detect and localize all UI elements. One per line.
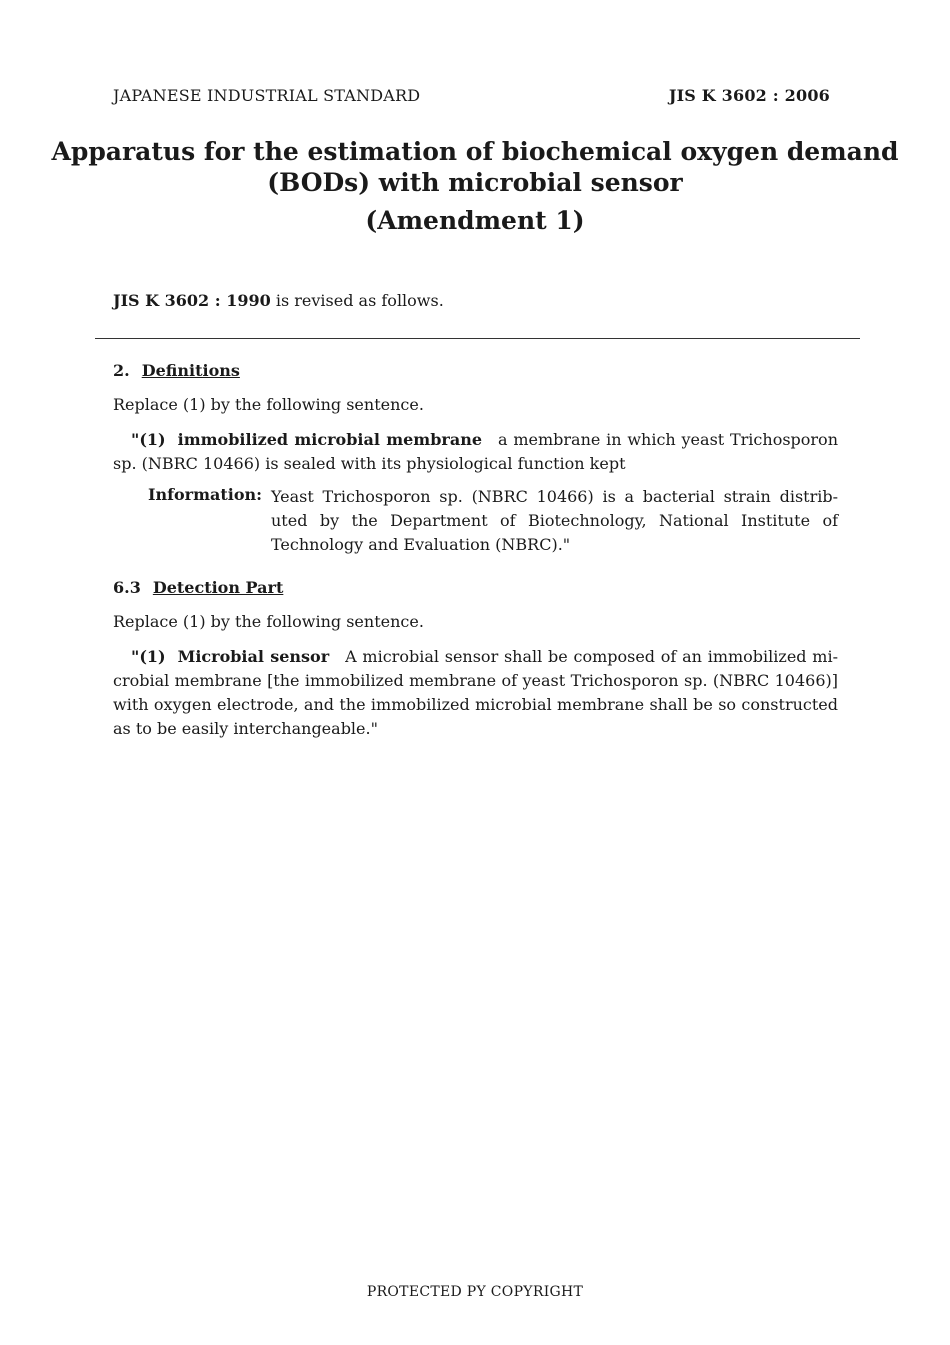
- standard-number-header: JIS K 3602 : 2006: [668, 86, 830, 105]
- section-6-3-title: Detection Part: [152, 578, 284, 597]
- standard-type-header: JAPANESE INDUSTRIAL STANDARD: [113, 86, 421, 105]
- section-2-definition: [113, 428, 838, 476]
- section-6-3-number: 6.3: [113, 578, 141, 597]
- section-6-3-item-term: Microbial sensor: [177, 647, 330, 666]
- section-6-3-definition: [113, 645, 838, 741]
- title-line-1: Apparatus for the estimation of biochemical oxygen demand: [51, 137, 899, 166]
- section-6-3-heading: [113, 578, 283, 597]
- revision-intro-text: is revised as follows.: [270, 291, 444, 310]
- section-2-item-term: immobilized microbial membrane: [177, 430, 483, 449]
- section-2-heading: [113, 361, 240, 380]
- document-title: [0, 136, 950, 198]
- copyright-footer: PROTECTED PY COPYRIGHT: [366, 1284, 584, 1300]
- amendment-subtitle: (Amendment 1): [365, 206, 585, 235]
- section-2-item-text: a membrane in which yeast Trichosporon sp. (NBRC 10466) is sealed with its physiological function kept: [113, 430, 838, 473]
- section-2-title: Definitions: [141, 361, 240, 380]
- information-text: Yeast Trichosporon sp. (NBRC 10466) is a bacterial strain distrib-uted by the Department of Biotechnology, National Institute of Technology and Evaluation (NBRC).": [271, 487, 838, 554]
- information-label: Information:: [148, 485, 263, 504]
- section-6-3-item-lead: "(1): [131, 647, 166, 666]
- title-line-2: (BODs) with microbial sensor: [267, 168, 683, 197]
- revision-intro: [113, 291, 444, 310]
- section-2-number: 2.: [113, 361, 130, 380]
- horizontal-divider: [95, 338, 860, 339]
- section-2-item-lead: "(1): [131, 430, 166, 449]
- revision-code: JIS K 3602 : 1990: [113, 291, 271, 310]
- section-2-instruction: Replace (1) by the following sentence.: [113, 395, 424, 414]
- section-6-3-item-text: A microbial sensor shall be composed of an immobilized mi-crobial membrane [the immobilized membrane of yeast Trichosporon sp. (NBRC 10466)] with oxygen electrode, and the immobilized microbial membrane shall be so constructed as to be easily interchangeable.": [113, 647, 838, 738]
- section-6-3-instruction: Replace (1) by the following sentence.: [113, 612, 424, 631]
